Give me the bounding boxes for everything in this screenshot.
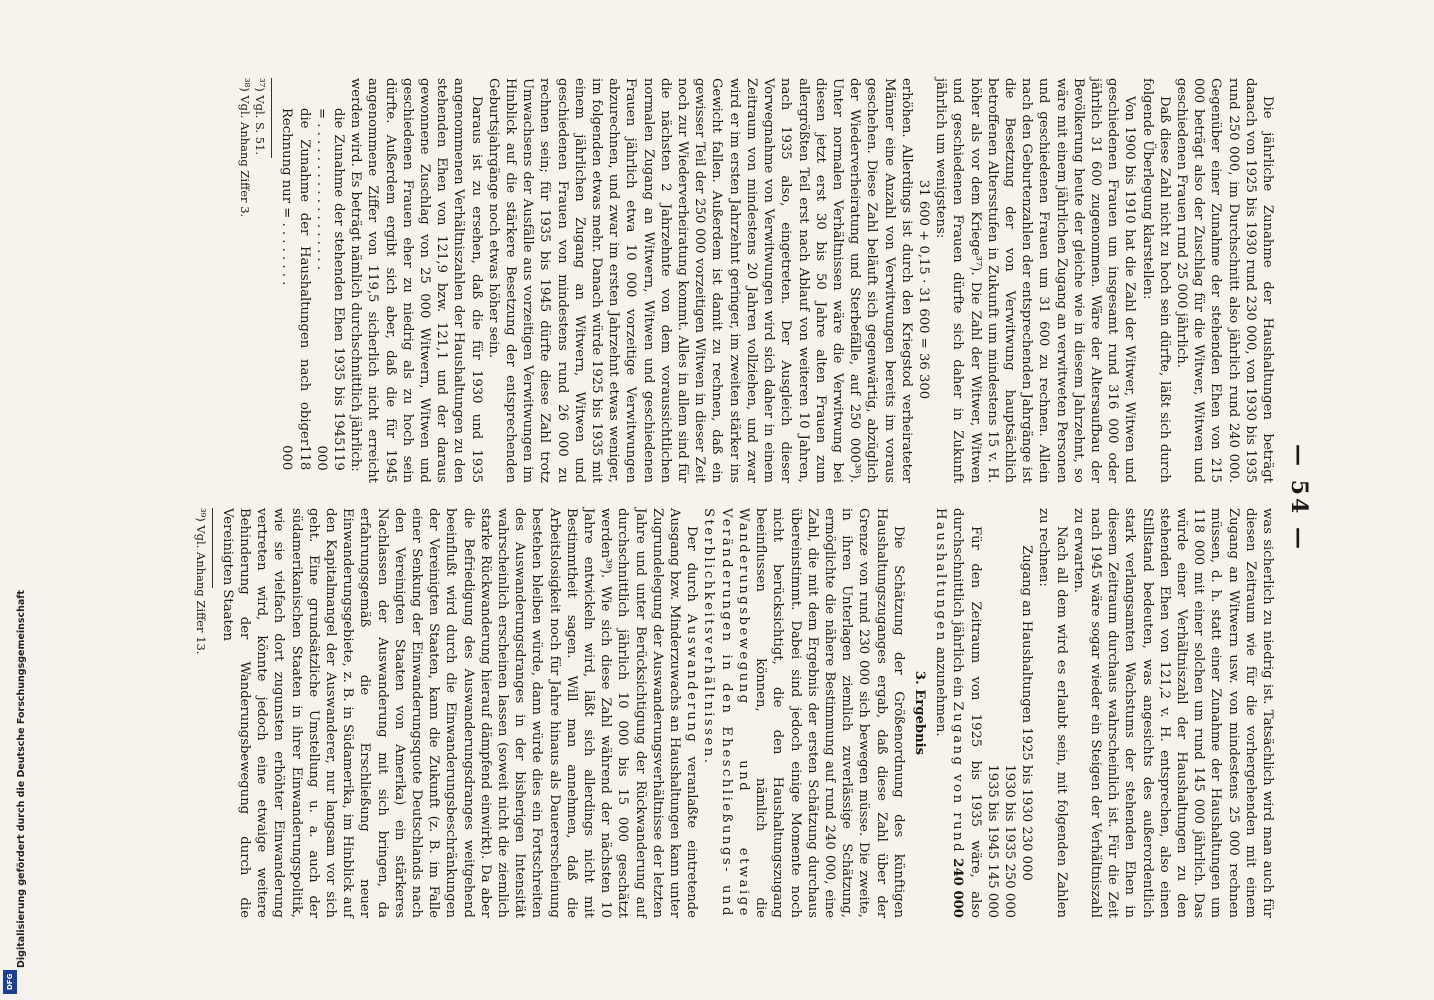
page-number: — 54 — [1286,444,1312,552]
paragraph: was sicherlich zu niedrig ist. Tatsächlich wird man auch für diesen Zeitraum wie für die vorhergehenden mit einem Zugang an Witwern usw. von mindestens 25 000 rechnen müssen, d. h. statt einer Zunahme der Haushaltungen um 118 000 mit einer solchen um rund 145 000 jährlich. Das würde einer Verhältniszahl der Haushaltungen zu den stehenden Ehen von 121,2 v. H. entsprechen, also einen Stillstand bedeuten, was angesichts des außerordentlich stark verlangsamten Wachstums der stehenden Ehen in diesem Zeitraum durchaus wahrscheinlich ist. Für die Zeit nach 1945 wäre sogar wieder ein Steigen der Verhältniszahl zu erwarten. [1070,508,1275,918]
dfg-logo: DFG [3,970,17,994]
paragraph [219,508,701,918]
text-run-spaced: Auswanderung [684,613,700,745]
text-run-spaced: Zugang von rund [950,701,966,855]
calc-row-value: 118 000 [279,445,312,471]
paragraph: Von 1900 bis 1910 hat die Zahl der Witwer, Witwen und geschiedenen Frauen um insgesamt rund 316 000 oder jährlich 31 600 zugenommen. Wäre der Altersaufbau der Bevölkerung heute der gleiche wie in diesem Jahrzehnt, so wäre mit einem jährlichen Zugang an verwitweten Personen und geschiedenen Frauen um 31 600 zu rechnen. Allein nach den Geburtenzahlen der entsprechenden Jahrgänge ist die Besetzung der von Verwitwung hauptsächlich betroffenen Altersstufen in Zukunft um mindestens 15 v. H. höher als vor dem Kriege³⁷). Die Zahl der Witwer, Witwen und geschiedenen Frauen dürfte sich daher in Zukunft jährlich um wenigstens: [933,78,1138,483]
text-run: Die Schätzung der Größenordnung des künftigen Haushaltungszuganges ergab, daß diese Zahl über der Grenze von rund 230 000 sich bewegen müsse. Die zweite, in ihren Unterlagen ziemlich zuverlässige Schätzung, ermöglichte die nähere Bestimmung auf rund 240 000, eine Zahl, die mit dem Ergebnis der ersten Schätzung durchaus übereinstimmt. Dabei sind jedoch einige Momente noch nicht berücksichtigt, die den Haushaltungszugang beeinflussen können, nämlich die [753,508,906,918]
rotated-page-content [140,78,1320,918]
paragraph: Nach all dem wird es erlaubt sein, mit folgenden Zahlen zu rechnen: [1036,508,1069,918]
footnote: ³⁸) Vgl. Anhang Ziffer 3. [238,78,253,218]
text-run-spaced: Haushaltungen [933,508,949,643]
footnote: ³⁷) Vgl. S. 51. [253,78,268,156]
paragraph: Die jährliche Zunahme der Haushaltungen beträgt danach von 1925 bis 1930 rund 230 000, von 1930 bis 1935 rund 250 000, im Durchschnitt also jährlich rund 240 000. Gegenüber einer Zunahme der stehenden Ehen von 215 000 beträgt also der Zuschlag für die Witwer, Witwen und geschiedenen Frauen rund 25 000 jährlich. [1173,78,1275,483]
digitization-note [2,0,27,1000]
text-run-spaced: Wanderungsbewegung und etwaige Veränderungen in den Eheschließungs- und Sterblichkeitsverhältnissen. [701,508,751,918]
paragraph: Daß diese Zahl nicht zu hoch sein dürfte, läßt sich durch folgende Überlegung klarstellen: [1139,78,1172,483]
text-run: anzunehmen. [933,646,949,737]
calc-row-label: die Zunahme der Haushaltungen nach obiger Rechnung nur = . . . . . . . . [279,108,312,446]
table-row: 1935 bis 1945 145 000 [984,764,1000,918]
calc-row [313,78,347,483]
footnote-rule [271,78,272,158]
paragraph [932,508,984,918]
text-run: veranlaßte eintretende Ausgang bzw. Minderzuwachs an Haushaltungen kann unter Zugrundelegung der Auswanderungsverhältnisse der letzten Jahre und unter Berücksichtigung der Rückwanderung auf durchschnittlich jährlich 10 000 bis 15 000 geschätzt werden³⁹). Wie sich diese Zahl während der nächsten 10 Jahre entwickeln wird, läßt sich allerdings nicht mit Bestimmtheit sagen. Will man annehmen, daß die Arbeitslosigkeit noch für Jahre hinaus als Dauererscheinung bestehen bleiben würde, dann würde dies ein Fortschreiten des Auswanderungsdranges in der bisherigen Intensität wahrscheinlich erscheinen lassen (soweit nicht die ziemlich starke Rückwanderung hierauf dämpfend einwirkt). Da aber die Befriedigung des Auswanderungsdranges weitgehend beeinflußt wird durch die Einwanderungsbeschränkungen der Vereinigten Staaten, kann die Zukunft (z. B. im Falle einer Senkung der Einwanderungsquote Deutschlands nach den Vereinigten Staaten von Amerika) ein stärkeres Nachlassen der Auswanderung mit sich bringen, da erfahrungsgemäß die Erschließung neuer Einwanderungsgebiete, z. B. in Südamerika, im Hinblick auf den Kapitalmangel der Auswanderer, nur langsam vor sich geht. Eine grundsätzliche Umstellung u. a. auch der südamerikanischen Staaten in ihrer Einwanderungspolitik, wie sie vielfach dort zugunsten erhöhter Einwanderung vertreten wird, könnte jedoch eine etwaige weitere Behinderung der Wanderungsbewegung durch die Vereinigten Staaten [219,508,700,919]
section-heading: 3. Ergebnis [911,670,927,756]
calc-row [278,78,312,483]
emphasized-number: 240 000 [950,858,966,918]
text-run: Der durch [684,526,700,602]
paragraph [700,508,906,918]
footnote-rule [212,508,213,588]
table-row: 1930 bis 1935 250 000 [1001,764,1017,918]
paragraph: Daraus ist zu ersehen, daß die für 1930 und 1935 angenommenen Verhältniszahlen der Haushaltungen zu den stehenden Ehen von 121,9 bzw. 121,1 und der daraus gewonnene Zuschlag von 25 000 Witwern, Witwen und geschiedenen Frauen eher zu niedrig als zu hoch sein dürfte. Außerdem ergibt sich aber, daß die für 1945 angenommene Ziffer von 119,5 sicherlich nicht erreicht werden wird. Es beträgt nämlich durchschnittlich jährlich: [348,78,484,483]
table-row: Zugang an Haushaltungen 1925 bis 1930 230 000 [1019,545,1035,881]
calc-row-value: 119 000 [313,445,347,471]
left-column [237,78,1276,483]
calc-row-label: die Zunahme der stehenden Ehen 1935 bis 1945 = . . . . . . . . . . . . . . . . . . [313,108,347,446]
digitization-note-text: Digitalisierung gefördert durch die Deutsche Forschungsgemeinschaft [16,590,27,968]
formula: 31 600 + 0,15 · 31 600 = 36 300 [915,179,931,400]
footnote: ³⁹) Vgl. Anhang Ziffer 13. [193,508,208,655]
right-column [193,508,1276,918]
text-run: Für den Zeitraum von 1925 bis 1935 wäre, also durchschnittlich jährlich ein [950,508,983,918]
paragraph: erhöhen. Allerdings ist durch den Kriegstod verheirateter Männer eine Anzahl von Verwitwungen bereits im voraus geschehen. Diese Zahl beläuft sich gegenwärtig, abzüglich der Wiederverheiratung und Sterbefälle, auf 250 000³⁸). Unter normalen Verhältnissen wäre die Verwitwung bei diesen jetzt erst 30 bis 50 Jahre alten Frauen zum allergrößten Teil erst nach Ablauf von weiteren 10 Jahren, nach 1935 also, eingetreten. Der Ausgleich dieser Vorwegnahme von Verwitwungen wird sich daher in einem Zeitraum von mindestens 20 Jahren vollziehen, und zwar wird er im ersten Jahrzehnt geringer, im zweiten stärker ins Gewicht fallen. Außerdem ist damit zu rechnen, daß ein gewisser Teil der 250 000 vorzeitigen Witwen in dieser Zeit noch zur Wiederverheiratung kommt. Alles in allem sind für die nächsten 2 Jahrzehnte von dem voraussichtlichen normalen Zugang an Witwern, Witwen und geschiedenen Frauen jährlich etwa 10 000 vorzeitige Verwitwungen abzurechnen, und zwar im ersten Jahrzehnt etwas weniger, im folgenden etwas mehr. Danach würde 1925 bis 1935 mit einem jährlichen Zugang an Witwern, Witwen und geschiedenen Frauen von mindestens rund 26 000 zu rechnen sein; für 1935 bis 1945 dürfte diese Zahl trotz Umwachsens der Ausfälle aus vorzeitigen Verwitwungen im Hinblick auf die stärkere Besetzung der entsprechenden Geburtsjahrgänge noch etwas höher sein. [485,78,914,483]
